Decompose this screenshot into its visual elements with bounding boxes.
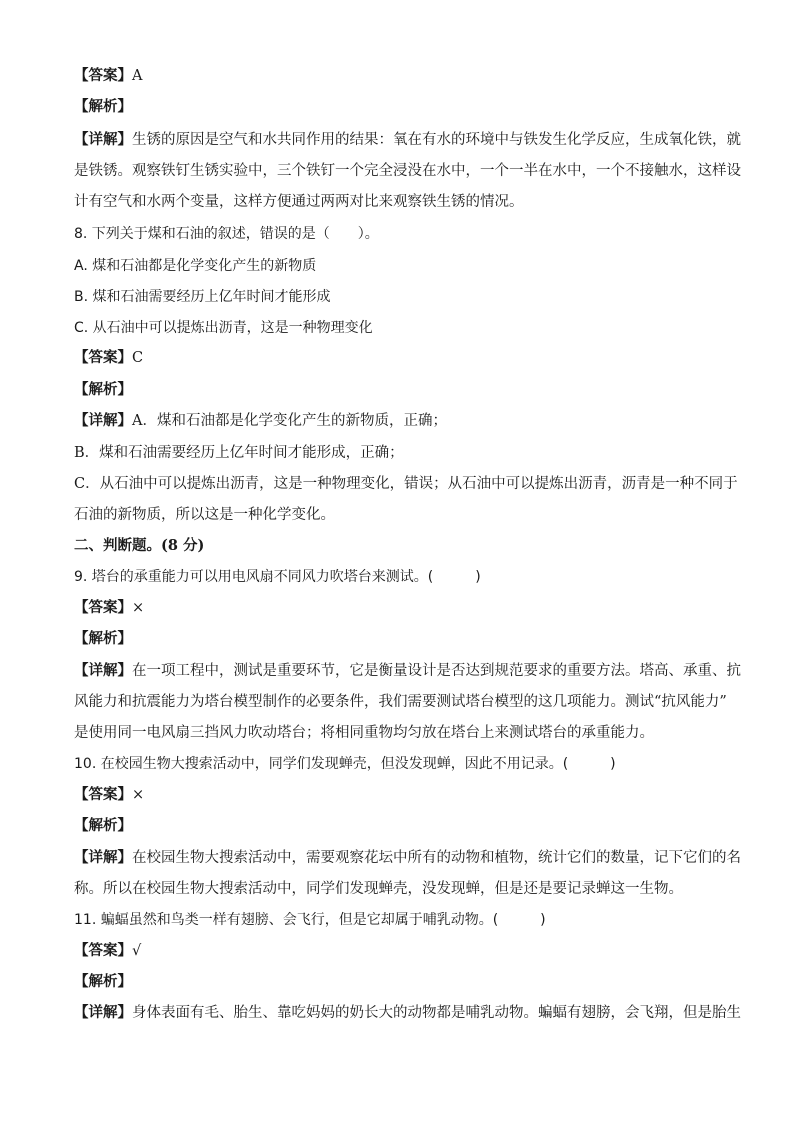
question-11: 11. 蝙蝠虽然和鸟类一样有翅膀、会飞行，但是它却属于哺乳动物。( ) <box>74 912 546 928</box>
question-10: 10. 在校园生物大搜索活动中，同学们发现蝉壳，但没发现蝉，因此不用记录。( ) <box>74 756 616 772</box>
analysis-heading: 【解析】 <box>74 817 132 834</box>
analysis-heading: 【解析】 <box>74 381 132 398</box>
answer-tag: 【答案】 <box>74 786 132 803</box>
answer-value: × <box>132 787 145 803</box>
answer-value: √ <box>132 943 142 959</box>
option-b: B. 煤和石油需要经历上亿年时间才能形成 <box>74 289 331 305</box>
analysis-heading: 【解析】 <box>74 630 132 647</box>
detail-tag: 【详解】 <box>74 412 132 429</box>
answer-value: C <box>132 350 144 366</box>
answer-line <box>74 785 724 805</box>
question-9: 9. 塔台的承重能力可以用电风扇不同风力吹塔台来测试。( ) <box>74 569 481 585</box>
detail-line: 石油的新物质，所以这是一种化学变化。 <box>74 507 335 523</box>
detail-line: 【详解】身体表面有毛、胎生、靠吃妈妈的奶长大的动物都是哺乳动物。蝙蝠有翅膀，会飞翔，但是胎生 <box>74 1004 741 1021</box>
answer-tag: 【答案】 <box>74 942 132 959</box>
analysis-heading: 【解析】 <box>74 973 132 990</box>
detail-line: 【详解】在一项工程中，测试是重要环节，它是衡量设计是否达到规范要求的重要方法。塔高、承重、抗 <box>74 662 741 679</box>
section-heading: 二、判断题。(8 分) <box>74 537 205 554</box>
answer-line <box>74 348 724 368</box>
detail-line: 是使用同一电风扇三挡风力吹动塔台；将相同重物均匀放在塔台上来测试塔台的承重能力。 <box>74 725 654 741</box>
detail-line: C．从石油中可以提炼出沥青，这是一种物理变化，错误；从石油中可以提炼出沥青，沥青是一种不同于 <box>74 476 738 492</box>
answer-tag: 【答案】 <box>74 599 132 616</box>
detail-line: 风能力和抗震能力为塔台模型制作的必要条件，我们需要测试塔台模型的这几项能力。测试“抗风能力” <box>74 694 727 710</box>
detail-line: B．煤和石油需要经历上亿年时间才能形成，正确； <box>74 445 404 461</box>
detail-tag: 【详解】 <box>74 662 132 679</box>
answer-tag: 【答案】 <box>74 349 132 366</box>
option-c: C. 从石油中可以提炼出沥青，这是一种物理变化 <box>74 320 373 336</box>
answer-line <box>74 941 724 961</box>
answer-tag: 【答案】 <box>74 67 132 84</box>
detail-line: 【详解】生锈的原因是空气和水共同作用的结果：氧在有水的环境中与铁发生化学反应，生成氧化铁，就 <box>74 131 741 148</box>
detail-tag: 【详解】 <box>74 131 132 148</box>
analysis-heading: 【解析】 <box>74 98 132 115</box>
answer-value: A <box>132 68 143 84</box>
detail-line: 称。所以在校园生物大搜索活动中，同学们发现蝉壳，没发现蝉，但是还是要记录蝉这一生物。 <box>74 881 683 897</box>
detail-line: 是铁锈。观察铁钉生锈实验中，三个铁钉一个完全浸没在水中，一个一半在水中，一个不接触水，这样设 <box>74 163 741 179</box>
detail-tag: 【详解】 <box>74 1004 132 1021</box>
detail-tag: 【详解】 <box>74 849 132 866</box>
answer-value: × <box>132 600 145 616</box>
answer-line <box>74 598 724 618</box>
detail-line: 【详解】在校园生物大搜索活动中，需要观察花坛中所有的动物和植物，统计它们的数量，记下它们的名 <box>74 849 741 866</box>
detail-line: 计有空气和水两个变量，这样方便通过两两对比来观察铁生锈的情况。 <box>74 194 524 210</box>
detail-line: 【详解】A．煤和石油都是化学变化产生的新物质，正确； <box>74 412 447 429</box>
answer-line <box>74 66 724 86</box>
option-a: A. 煤和石油都是化学变化产生的新物质 <box>74 258 317 274</box>
question-8: 8. 下列关于煤和石油的叙述，错误的是（ ）。 <box>74 226 379 242</box>
